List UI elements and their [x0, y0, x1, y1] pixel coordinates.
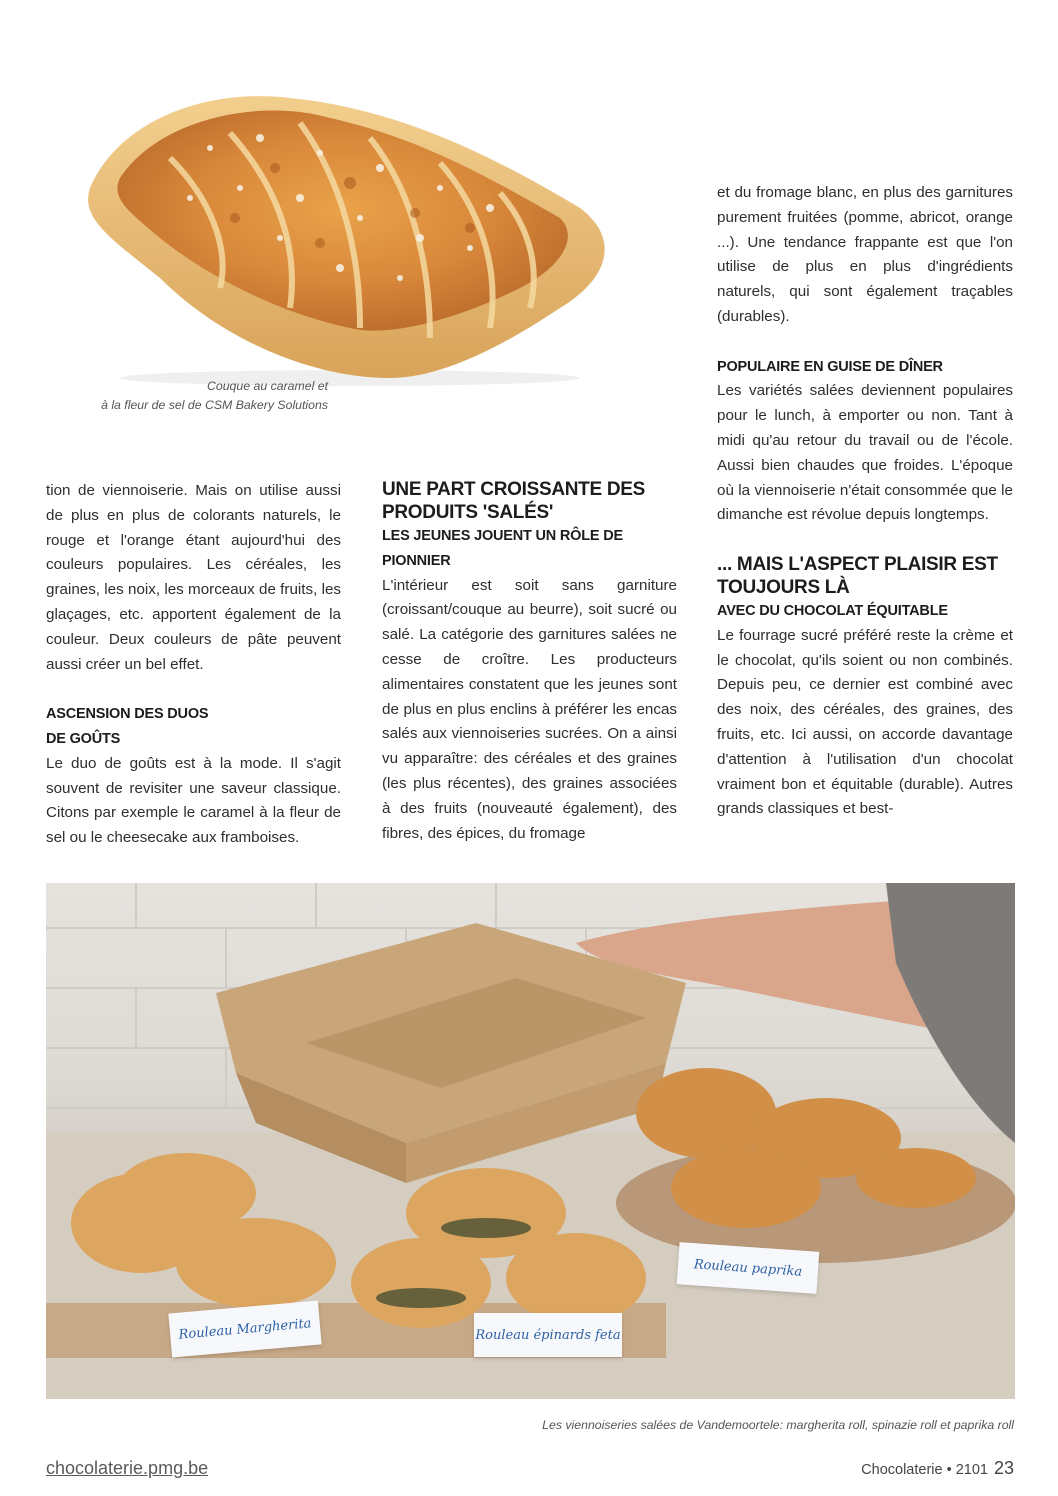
col2-subheading-line1: LES JEUNES JOUENT UN RÔLE DE [382, 528, 623, 544]
page-number: 23 [993, 1458, 1014, 1478]
col3-paragraph-2: Les variétés salées deviennent populaires pour le lunch, à emporter ou non. Tant à midi qu'au retour du travail ou de l'école. Aussi bien chaudes que froides. L'époque où la viennoiserie n'était consommée que le dimanche est révolue depuis longtemps. [717, 382, 1013, 524]
col3-paragraph-3: Le fourrage sucré préféré reste la crème et le chocolat, qu'ils soient ou non combinés. Depuis peu, ce dernier est combiné avec des noix, des céréales, des graines, des fruits, etc. Ici aussi, on accorde davantage d'attention à l'utilisation d'un chocolat vraiment bon et équitable (durable). Autres grands classiques et best- [717, 626, 1013, 818]
label-epinards [474, 1313, 622, 1357]
col3-heading-2-line2: TOUJOURS LÀ [717, 576, 850, 598]
top-image-caption [60, 377, 328, 415]
top-caption-line2: à la fleur de sel de CSM Bakery Solutions [101, 398, 328, 412]
col2-heading-line1: UNE PART CROISSANTE DES [382, 479, 645, 500]
column-1 [46, 479, 341, 851]
top-caption-line1: Couque au caramel et [207, 379, 328, 393]
column-3 [717, 181, 1013, 822]
footer-website-link[interactable]: chocolaterie.pmg.be [46, 1458, 209, 1478]
col3-heading-1: POPULAIRE EN GUISE DE DÎNER [717, 358, 943, 375]
col1-heading-line2: DE GOÛTS [46, 730, 121, 747]
col2-subheading-line2: PIONNIER [382, 552, 451, 569]
footer-issue [861, 1458, 1014, 1479]
footer-issue-text: Chocolaterie • 2101 [861, 1462, 988, 1478]
col3-subheading-2: AVEC DU CHOCOLAT ÉQUITABLE [717, 602, 948, 619]
label-paprika-text: Rouleau paprika [693, 1256, 803, 1280]
savory-rolls-photo [46, 883, 1015, 1399]
bottom-image-caption: Les viennoiseries salées de Vandemoortele: margherita roll, spinazie roll et paprika roll [542, 1418, 1014, 1432]
label-margherita-text: Rouleau Margherita [178, 1315, 312, 1343]
col1-paragraph-1: tion de viennoiserie. Mais on utilise aussi de plus en plus de colorants naturels, le rouge et l'orange étant aujourd'hui des couleurs populaires. Les céréales, les graines, les noix, les morceaux de fruits, les glaçages, etc. apportent également de la couleur. Deux couleurs de pâte peuvent aussi créer un bel effet. [46, 482, 341, 673]
col1-heading-line1: ASCENSION DES DUOS [46, 706, 209, 723]
column-2 [382, 478, 677, 846]
label-epinards-text: Rouleau épinards feta [475, 1327, 621, 1343]
pastry-photo [60, 78, 620, 388]
col1-paragraph-2: Le duo de goûts est à la mode. Il s'agit souvent de revisiter une saveur classique. Citons par exemple le caramel à la fleur de sel ou le cheesecake aux framboises. [46, 754, 341, 847]
col3-paragraph-1: et du fromage blanc, en plus des garnitures purement fruitées (pomme, abricot, orange ...). Une tendance frappante est que l'on utilise de plus en plus d'ingrédients naturels, qui sont également traçables (durables). [717, 184, 1013, 325]
col3-heading-2-line1: ... MAIS L'ASPECT PLAISIR EST [717, 553, 998, 575]
col2-paragraph-1: L'intérieur est soit sans garniture (croissant/couque au beurre), soit sucré ou salé. La catégorie des garnitures salées ne cesse de croître. Les producteurs alimentaires constatent que les jeunes sont de plus en plus enclins à préférer les encas salés aux viennoiseries sucrées. On a ainsi vu apparaître: des céréales et des graines (les plus récentes), des graines associées à des fruits (nouveauté également), des fibres, des épices, du fromage [382, 576, 677, 842]
col2-heading-line2: PRODUITS 'SALÉS' [382, 502, 554, 523]
caramel-couque-illustration [60, 78, 620, 388]
